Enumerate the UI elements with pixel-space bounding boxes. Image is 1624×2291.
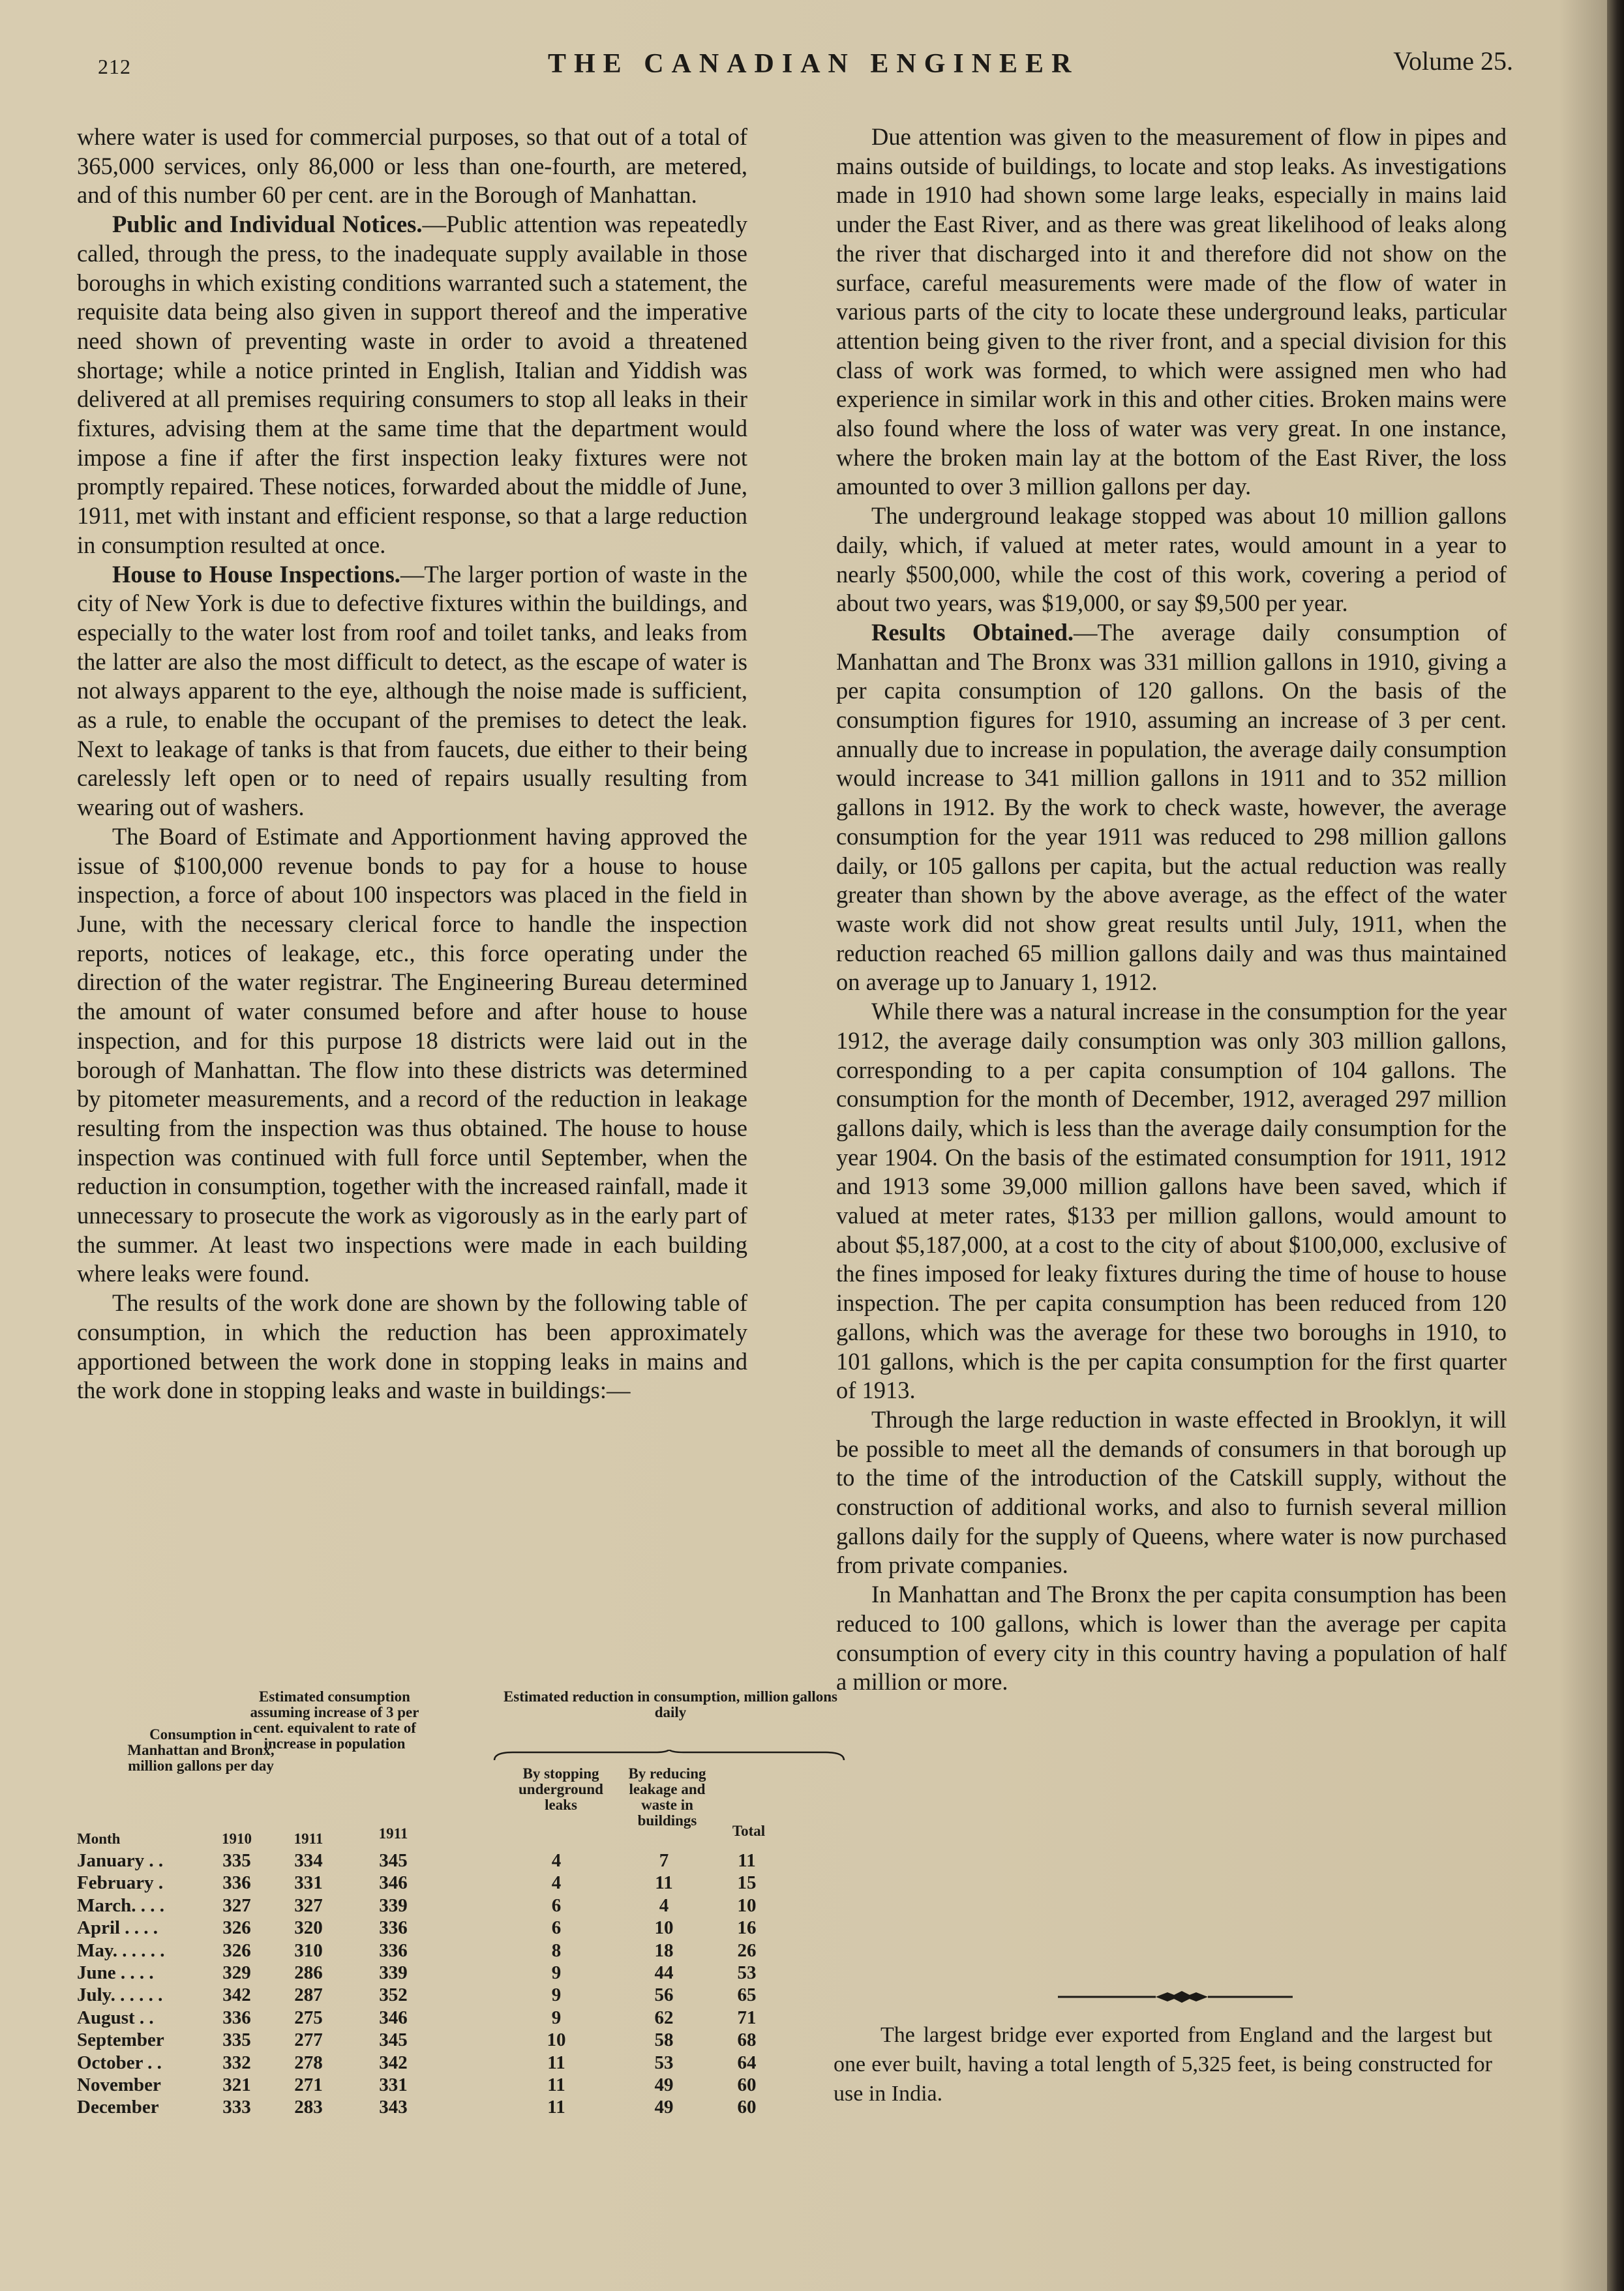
cell-1911: 275 — [294, 2007, 323, 2028]
header-1910: 1910 — [222, 1831, 252, 1847]
cell-1911: 320 — [294, 1917, 323, 1939]
cell-total: 60 — [737, 2097, 757, 2118]
section-heading-results: Results Obtained. — [871, 618, 1074, 646]
cell-underground: 8 — [551, 1939, 562, 1961]
left-paragraph-2 — [77, 210, 747, 560]
cell-total: 68 — [737, 2029, 757, 2051]
cell-estimated: 346 — [379, 1872, 408, 1894]
cell-buildings: 62 — [654, 2007, 674, 2028]
left-paragraph-4: The Board of Estimate and Apportionment having approved the issue of $100,000 revenue bonds to pay for a house to house inspection, a force of about 100 inspectors was placed in the field in June, with the necessary clerical force to handle the inspection reports, notices of leakage, etc., this force operating under the direction of the water registrar. The Engineering Bureau determined the amount of water consumed before and after house to house inspection, and for this purpose 18 districts were laid out in the borough of Manhattan. The flow into these districts was determined by pitometer measurements, and a record of the reduction in leakage resulting from the inspection was thus obtained. The house to house inspection was continued with full force until September, when the reduction in consumption, together with the increased rainfall, made it unnecessary to prosecute the work as vigorously as in the early part of the summer. At least two inspections were made in each building where leaks were found. — [77, 822, 747, 1287]
cell-buildings: 56 — [654, 1984, 674, 2006]
header-month: Month — [77, 1831, 121, 1847]
page-header — [98, 46, 1513, 85]
cell-1911: 277 — [294, 2029, 323, 2051]
cell-estimated: 339 — [379, 1894, 408, 1916]
right-paragraph-5: Through the large reduction in waste effected in Brooklyn, it will be possible to meet all the demands of consumers in that borough up to the time of the introduction of the Catskill supply, without the construction of additional works, and also to furnish several million gallons daily for the supply of Queens, where water is now purchased from private companies. — [836, 1405, 1507, 1579]
cell-underground: 9 — [551, 1984, 562, 2006]
left-paragraph-3-text: —The larger portion of waste in the city of New York is due to defective fixtures within the buildings, and especially to the water lost from roof and toilet tanks, and leaks from the latter are also the most difficult to detect, as the escape of water is not always apparent to the eye, although the noise made is sufficient, as a rule, to enable the occupant of the premises to detect the leak. Next to leakage of tanks is that from faucets, due either to their being carelessly left open or to need of repairs usually resulting from wearing out of washers. — [77, 560, 747, 821]
cell-estimated: 336 — [379, 1939, 408, 1961]
footnote — [834, 2020, 1492, 2108]
cell-underground: 10 — [547, 2029, 566, 2051]
cell-total: 10 — [737, 1894, 757, 1916]
cell-buildings: 4 — [659, 1894, 669, 1916]
cell-estimated: 352 — [379, 1984, 408, 2006]
left-paragraph-3 — [77, 560, 747, 822]
page-number: 212 — [98, 55, 131, 78]
cell-buildings: 44 — [654, 1962, 674, 1983]
cell-buildings: 10 — [654, 1917, 674, 1939]
journal-title: THE CANADIAN ENGINEER — [548, 49, 1079, 79]
cell-1911: 334 — [294, 1850, 323, 1871]
cell-1911: 283 — [294, 2097, 323, 2118]
cell-total: 65 — [737, 1984, 757, 2006]
cell-estimated: 343 — [379, 2097, 408, 2118]
left-paragraph-5: The results of the work done are shown by the following table of consumption, in which the reduction has been approximately apportioned between the work done in stopping leaks in mains and the work done in stopping leaks and waste in buildings:— — [77, 1289, 747, 1404]
left-paragraph-1: where water is used for commercial purposes, so that out of a total of 365,000 services, only 86,000 or less than one-fourth, are metered, and of this number 60 per cent. are in the Borough of Manhattan. — [77, 123, 747, 209]
cell-buildings: 7 — [659, 1850, 669, 1871]
cell-underground: 11 — [547, 2074, 565, 2095]
cell-underground: 11 — [547, 2052, 565, 2073]
cell-buildings: 11 — [655, 1872, 673, 1894]
cell-1910: 335 — [222, 2029, 251, 2051]
left-paragraph-2-text: —Public attention was repeatedly called, through the press, to the inadequate supply available in those boroughs in which existing conditions warranted such a statement, the requisite data being also given in support thereof and the imperative need shown of preventing waste in order to avoid a threatened shortage; while a notice printed in English, Italian and Yiddish was delivered at all premises requiring consumers to stop all leaks in their fixtures, advising them at the same time that the department would impose a fine if after the first inspection leaky fixtures were not promptly repaired. These notices, forwarded about the middle of June, 1911, met with instant and efficient response, so that a large reduction in consumption resulted at once. — [77, 211, 747, 558]
cell-month: December — [77, 2097, 159, 2118]
header-1911: 1911 — [293, 1831, 323, 1847]
footnote-text: The largest bridge ever exported from England and the largest but one ever built, having a total length of 5,325 feet, is being constructed for use in India. — [834, 2023, 1492, 2106]
cell-1911: 287 — [294, 1984, 323, 2006]
section-divider-ornament — [1058, 1989, 1293, 2005]
cell-estimated: 345 — [379, 2029, 408, 2051]
cell-buildings: 58 — [654, 2029, 674, 2051]
right-column — [836, 123, 1507, 1697]
cell-1911: 278 — [294, 2052, 323, 2073]
cell-total: 11 — [738, 1850, 756, 1871]
cell-underground: 9 — [551, 1962, 562, 1983]
cell-1910: 326 — [222, 1939, 251, 1961]
header-building-waste: By reducing leakage and waste in buildings — [628, 1765, 706, 1829]
cell-estimated: 342 — [379, 2052, 408, 2073]
cell-estimated: 339 — [379, 1962, 408, 1983]
cell-month: October . . — [77, 2052, 162, 2073]
right-paragraph-3-text: —The average daily consumption of Manhattan and The Bronx was 331 million gallons in 1910, giving a per capita consumption of 120 gallons. On the basis of the consumption figures for 1910, assuming an increase of 3 per cent. annually due to increase in population, the average daily consumption would increase to 341 million gallons in 1911 and to 352 million gallons in 1912. By the work to check waste, however, the average consumption for the year 1911 was reduced to 298 million gallons daily, or 105 gallons per capita, but the actual reduction was really greater than shown by the above average, as the effect of the water waste work did not show great results until July, 1911, when the reduction reached 65 million gallons daily and was thus maintained on average up to January 1, 1912. — [836, 618, 1507, 996]
cell-1910: 332 — [222, 2052, 251, 2073]
header-estimated-1911: 1911 — [378, 1825, 408, 1842]
cell-1911: 310 — [294, 1939, 323, 1961]
cell-month: January . . — [77, 1850, 164, 1871]
cell-estimated: 345 — [379, 1850, 408, 1871]
cell-1910: 327 — [222, 1894, 251, 1916]
cell-total: 60 — [737, 2074, 757, 2095]
left-column — [77, 123, 747, 1405]
consumption-table — [77, 1688, 838, 2119]
cell-total: 16 — [737, 1917, 757, 1939]
right-paragraph-1: Due attention was given to the measurement of flow in pipes and mains outside of buildings, to locate and stop leaks. As investigations made in 1910 had shown some large leaks, especially in mains laid under the East River, and as there was great likelihood of leaks along the river that discharged into it and therefore did not show on the surface, careful measurements were made of the flow of water in various parts of the city to locate these underground leaks, particular attention being given to the river front, and a special division for this class of work was formed, to which were assigned men who had experience in similar work in this and other cities. Broken mains were also found where the loss of water was very great. In one instance, where the broken main lay at the bottom of the East River, the loss amounted to over 3 million gallons per day. — [836, 123, 1507, 500]
cell-1910: 342 — [222, 1984, 251, 2006]
header-underground-leaks: By stopping underground leaks — [519, 1765, 603, 1813]
cell-underground: 6 — [551, 1917, 562, 1939]
cell-buildings: 53 — [654, 2052, 674, 2073]
cell-1910: 333 — [222, 2097, 251, 2118]
cell-1911: 327 — [294, 1894, 323, 1916]
cell-estimated: 336 — [379, 1917, 408, 1939]
cell-month: May. . . . . . — [77, 1939, 165, 1961]
binding-edge — [1607, 0, 1624, 2291]
cell-1910: 321 — [222, 2074, 251, 2095]
cell-1910: 336 — [222, 2007, 251, 2028]
header-consumption: Consumption in Manhattan and Bronx, million gallons per day — [127, 1726, 275, 1774]
cell-month: June . . . . — [77, 1962, 154, 1983]
cell-underground: 4 — [551, 1872, 562, 1894]
cell-underground: 11 — [547, 2097, 565, 2118]
cell-estimated: 331 — [379, 2074, 408, 2095]
cell-month: September — [77, 2029, 164, 2051]
cell-month: March. . . . — [77, 1894, 164, 1916]
right-paragraph-3 — [836, 618, 1507, 997]
right-paragraph-4: While there was a natural increase in the consumption for the year 1912, the average daily consumption was only 303 million gallons, corresponding to a per capita consumption of 104 gallons. The consumption for the month of December, 1912, averaged 297 million gallons daily, which is less than the average daily consumption for the year 1904. On the basis of the estimated consumption for 1911, 1912 and 1913 some 39,000 million gallons have been saved, which if valued at meter rates, $133 per million gallons, would amount to about $5,187,000, at a cost to the city of about $100,000, exclusive of the fines imposed for leaky fixtures during the time of house to house inspection. The per capita consumption has been reduced from 120 gallons, which was the average for these two boroughs in 1910, to 101 gallons, which is the per capita consumption for the first quarter of 1913. — [836, 998, 1507, 1404]
cell-buildings: 18 — [654, 1939, 674, 1961]
cell-1911: 271 — [294, 2074, 323, 2095]
cell-underground: 9 — [551, 2007, 562, 2028]
cell-1911: 286 — [294, 1962, 323, 1983]
cell-total: 64 — [737, 2052, 757, 2073]
cell-month: April . . . . — [77, 1917, 158, 1939]
cell-1911: 331 — [294, 1872, 323, 1894]
cell-total: 15 — [737, 1872, 757, 1894]
right-paragraph-2: The underground leakage stopped was about 10 million gallons daily, which, if valued at meter rates, would amount in a year to nearly $500,000, while the cost of this work, covering a period of about two years, was $19,000, or say $9,500 per year. — [836, 502, 1507, 617]
cell-month: July. . . . . . — [77, 1984, 163, 2006]
cell-month: August . . — [77, 2007, 154, 2028]
cell-underground: 6 — [551, 1894, 562, 1916]
cell-buildings: 49 — [654, 2097, 674, 2118]
cell-1910: 326 — [222, 1917, 251, 1939]
cell-1910: 335 — [222, 1850, 251, 1871]
header-estimated-reduction: Estimated reduction in consumption, million gallons daily — [503, 1688, 838, 1720]
header-total: Total — [732, 1823, 766, 1839]
right-paragraph-6: In Manhattan and The Bronx the per capita consumption has been reduced to 100 gallons, which is lower than the average per capita consumption of every city in this country having a population of half a million or more. — [836, 1581, 1507, 1696]
volume-label: Volume 25. — [1393, 46, 1513, 76]
cell-1910: 329 — [222, 1962, 251, 1983]
section-heading-inspections: House to House Inspections. — [112, 560, 400, 588]
cell-buildings: 49 — [654, 2074, 674, 2095]
cell-1910: 336 — [222, 1872, 251, 1894]
cell-total: 26 — [737, 1939, 757, 1961]
header-estimated-consumption: Estimated consumption assuming increase of 3 per cent. equivalent to rate of increase in population — [250, 1688, 419, 1752]
section-heading-notices: Public and Individual Notices. — [112, 211, 423, 238]
cell-total: 71 — [737, 2007, 757, 2028]
cell-underground: 4 — [551, 1850, 562, 1871]
cell-month: November — [77, 2074, 161, 2095]
cell-month: February . — [77, 1872, 164, 1894]
cell-estimated: 346 — [379, 2007, 408, 2028]
cell-total: 53 — [737, 1962, 757, 1983]
reduction-brace — [493, 1750, 845, 1761]
